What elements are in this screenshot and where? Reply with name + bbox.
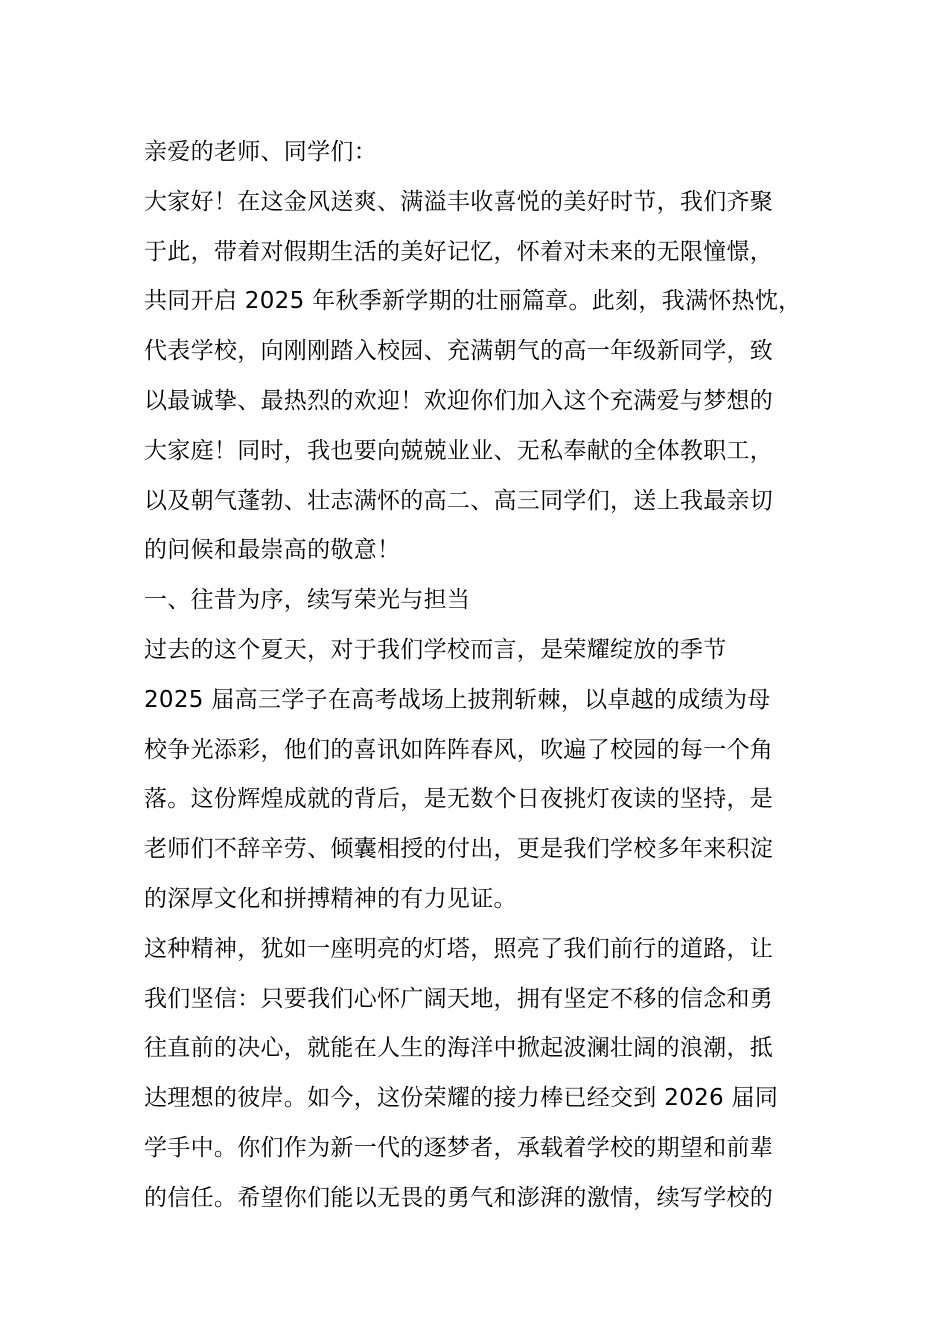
paragraph-line: 老师们不辞辛劳、倾囊相授的付出，更是我们学校多年来积淀 xyxy=(144,836,774,863)
paragraph-line: 的问候和最崇高的敬意！ xyxy=(144,537,401,564)
paragraph-line: 于此，带着对假期生活的美好记忆，怀着对未来的无限憧憬， xyxy=(144,238,774,265)
paragraph-line: 大家庭！同时，我也要向兢兢业业、无私奉献的全体教职工， xyxy=(144,437,774,464)
paragraph-line: 这种精神，犹如一座明亮的灯塔，照亮了我们前行的道路，让 xyxy=(144,935,774,962)
greeting-line: 亲爱的老师、同学们： xyxy=(144,139,377,165)
speech-body xyxy=(144,128,844,1224)
paragraph-line: 校争光添彩，他们的喜讯如阵阵春风，吹遍了校园的每一个角 xyxy=(144,736,774,763)
paragraph-line: 的深厚文化和拼搏精神的有力见证。 xyxy=(144,885,517,912)
paragraph-line: 以及朝气蓬勃、壮志满怀的高二、高三同学们，送上我最亲切 xyxy=(144,487,774,514)
paragraph-line: 过去的这个夏天，对于我们学校而言，是荣耀绽放的季节 xyxy=(144,636,727,663)
paragraph-line: 的信任。希望你们能以无畏的勇气和澎湃的激情，续写学校的 xyxy=(144,1184,774,1211)
paragraph-line: 以最诚挚、最热烈的欢迎！欢迎你们加入这个充满爱与梦想的 xyxy=(144,387,774,414)
section-heading: 一、往昔为序，续写荣光与担当 xyxy=(144,587,471,614)
paragraph-line: 学手中。你们作为新一代的逐梦者，承载着学校的期望和前辈 xyxy=(144,1134,774,1161)
paragraph-line: 我们坚信：只要我们心怀广阔天地，拥有坚定不移的信念和勇 xyxy=(144,985,774,1012)
paragraph-line: 大家好！在这金风送爽、满溢丰收喜悦的美好时节，我们齐聚 xyxy=(144,188,774,215)
paragraph-line: 落。这份辉煌成就的背后，是无数个日夜挑灯夜读的坚持，是 xyxy=(144,786,774,813)
paragraph-line: 达理想的彼岸。如今，这份荣耀的接力棒已经交到 2026 届同 xyxy=(144,1085,779,1112)
paragraph-line: 共同开启 2025 年秋季新学期的壮丽篇章。此刻，我满怀热忱， xyxy=(144,288,802,315)
paragraph-line: 2025 届高三学子在高考战场上披荆斩棘，以卓越的成绩为母 xyxy=(144,686,771,713)
paragraph-line: 往直前的决心，就能在人生的海洋中掀起波澜壮阔的浪潮，抵 xyxy=(144,1035,774,1062)
paragraph-line: 代表学校，向刚刚踏入校园、充满朝气的高一年级新同学，致 xyxy=(144,338,774,365)
